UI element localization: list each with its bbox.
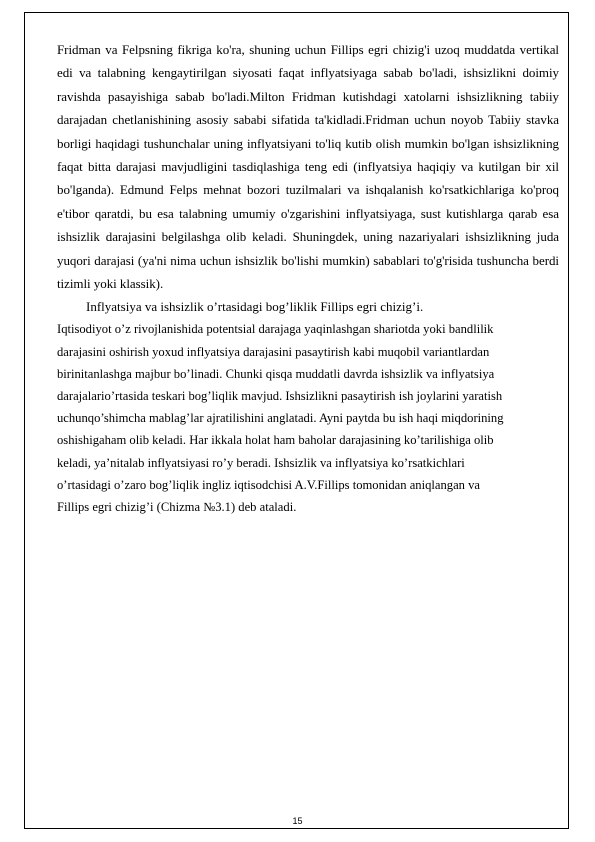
text-line: birinitanlashga majbur bo’linadi. Chunki qisqa muddatli davrda ishsizlik va inflyatsiya (57, 366, 495, 381)
paragraph-fridman-felps: Fridman va Felpsning fikriga ko'ra, shuning uchun Fillips egri chizig'i uzoq muddatda vertikal edi va talabning kengaytirilgan siyosati faqat inflyatsiyaga sabab bo'ladi, ishsizlikni doimiy ravishda pasayishiga sabab bo'ladi.Milton Fridman kutishdagi xatolarni ishsizlikning tabiiy darajadan chetlanishining asosiy sababi sifatida ta'kidladi.Fridman uchun noyob Tabiiy stavka borligi haqidagi tushunchalar uning inflyatsiyani to'liq kutib olish mumkin bo'lgan ishsizlikning faqat bitta darajasi mavjudligini tasdiqlashiga teng edi (inflyatsiya haqiqiy va kutilgan bir xil bo'lganda). Edmund Felps mehnat bozori tuzilmalari va ishqalanish ko'rsatkichlariga ko'proq e'tibor qaratdi, bu esa talabning umumiy o'zgarishini inflyatsiyaga, sust kutishlarga qarab esa ishsizlik darajasini belgilashga olib keladi. Shuningdek, uning nazariyalari ishsizlikning juda yuqori darajasi (ya'ni nima uchun ishsizlik bo'lishi mumkin) sabablari to'g'risida tushuncha berdi tizimli yoki klassik). (57, 42, 559, 292)
text-line: darajalario’rtasida teskari bog’liqlik mavjud. Ishsizlikni pasaytirish ish joylarini yaratish (57, 389, 503, 404)
text-line: Fillips egri chizig’i (Chizma №3.1) deb ataladi. (57, 500, 297, 515)
page-number: 15 (292, 816, 303, 826)
paragraph-phillips-curve (57, 318, 559, 518)
document-body (57, 38, 559, 518)
text-line: uchunqo’shimcha mablag’lar ajratilishini anglatadi. Ayni paytda bu ish haqi miqdorining (57, 411, 504, 426)
text-line: o’rtasidagi o’zaro bog’liqlik ingliz iqtisodchisi A.V.Fillips tomonidan aniqlangan va (57, 477, 481, 492)
text-line: Iqtisodiyot o’z rivojlanishida potentsial darajaga yaqinlashgan shariotda yoki bandlilik (57, 322, 494, 337)
text-line: keladi, ya’nitalab inflyatsiyasi ro’y beradi. Ishsizlik va inflyatsiya ko’rsatkichlari (57, 455, 465, 470)
text-line: darajasini oshirish yoxud inflyatsiya darajasini pasaytirish kabi muqobil variantlardan (57, 344, 490, 359)
text-line: oshishigaham olib keladi. Har ikkala holat ham baholar darajasining ko’tarilishiga olib (57, 433, 494, 448)
section-heading: Inflyatsiya va ishsizlik o’rtasidagi bog’liklik Fillips egri chizig’i. (86, 299, 424, 315)
